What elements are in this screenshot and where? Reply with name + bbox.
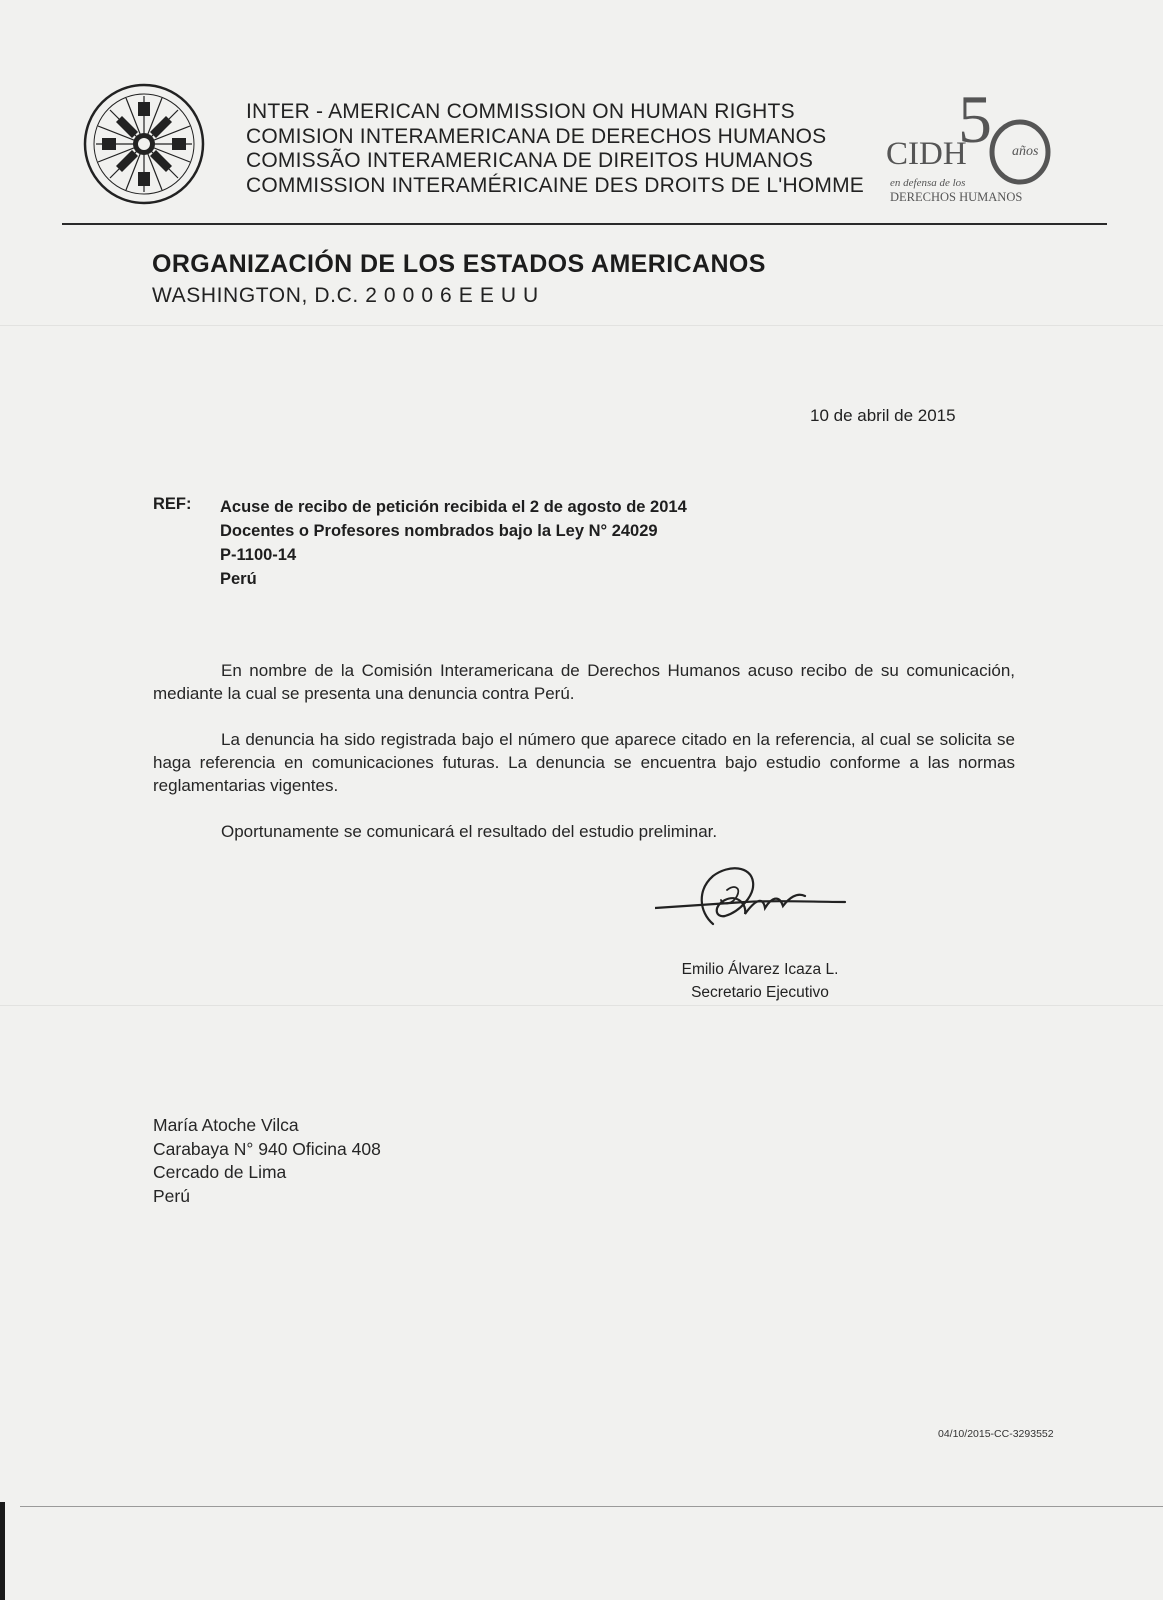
body-paragraph: La denuncia ha sido registrada bajo el número que aparece citado en la referencia, al cual se solicita se haga referencia en comunicaciones futuras. La denuncia se encuentra bajo estudio conforme a las normas reglamentarias vigentes. xyxy=(153,730,1015,795)
letter-date: 10 de abril de 2015 xyxy=(810,406,956,425)
document-code: 04/10/2015-CC-3293552 xyxy=(938,1428,1054,1440)
letter-body xyxy=(153,659,1015,866)
header-line-spanish: COMISION INTERAMERICANA DE DERECHOS HUMANOS xyxy=(246,124,827,148)
fold-crease xyxy=(0,1005,1163,1006)
fold-crease xyxy=(0,325,1163,326)
ref-subject: Acuse de recibo de petición recibida el 2 de agosto de 2014 xyxy=(220,498,687,516)
bottom-divider xyxy=(20,1506,1163,1507)
logo-anos: años xyxy=(1012,144,1039,159)
logo-number: 5 xyxy=(958,82,992,157)
organization-name: ORGANIZACIÓN DE LOS ESTADOS AMERICANOS xyxy=(152,250,766,278)
oas-seal-icon xyxy=(82,82,206,206)
cidh-50-logo xyxy=(880,82,1080,212)
logo-tagline-bold: DERECHOS HUMANOS xyxy=(890,190,1023,204)
ref-petition-number: P-1100-14 xyxy=(220,546,297,564)
organization-address: WASHINGTON, D.C. 2 0 0 0 6 E E U U xyxy=(152,284,539,307)
header-line-french: COMMISSION INTERAMÉRICAINE DES DROITS DE L'HOMME xyxy=(246,173,864,197)
signer-name: Emilio Álvarez Icaza L. xyxy=(681,961,839,978)
recipient-address xyxy=(153,1114,381,1208)
header-divider xyxy=(62,223,1107,225)
recipient-district: Cercado de Lima xyxy=(153,1162,287,1182)
recipient-street: Carabaya N° 940 Oficina 408 xyxy=(153,1138,381,1159)
scan-edge-mark xyxy=(0,1502,5,1600)
body-paragraph: En nombre de la Comisión Interamericana de Derechos Humanos acuso recibo de su comunicación, mediante la cual se presenta una denuncia contra Perú. xyxy=(153,661,1015,703)
logo-acronym: CIDH xyxy=(886,136,967,172)
body-paragraph: Oportunamente se comunicará el resultado del estudio preliminar. xyxy=(221,822,718,841)
signer-title: Secretario Ejecutivo xyxy=(691,984,829,1001)
ref-label: REF: xyxy=(153,495,192,513)
recipient-name: María Atoche Vilca xyxy=(153,1115,299,1135)
signature-block xyxy=(640,958,880,1004)
commission-names xyxy=(246,100,864,198)
ref-country: Perú xyxy=(220,570,257,588)
recipient-country: Perú xyxy=(153,1185,190,1206)
signature-icon xyxy=(655,860,855,940)
ref-block xyxy=(220,495,687,591)
logo-tagline: en defensa de los xyxy=(890,177,966,189)
header-line-portuguese: COMISSÃO INTERAMERICANA DE DIREITOS HUMANOS xyxy=(246,149,814,172)
header-line-english: INTER - AMERICAN COMMISSION ON HUMAN RIGHTS xyxy=(246,100,795,123)
ref-topic: Docentes o Profesores nombrados bajo la Ley N° 24029 xyxy=(220,522,658,540)
